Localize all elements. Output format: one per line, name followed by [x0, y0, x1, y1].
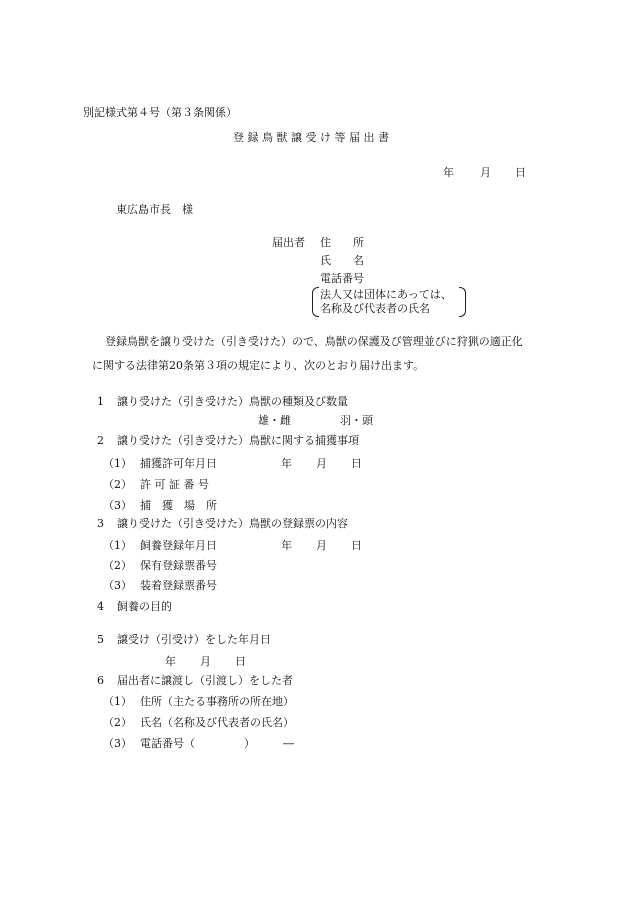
item-6-sub-3-label: 電話番号（ — [140, 737, 195, 750]
applicant-address-label: 住 所 — [320, 236, 364, 249]
item-5-day: 日 — [235, 655, 246, 668]
item-1-number: 1 — [97, 395, 104, 408]
corporation-note-line1: 法人又は団体にあっては、 — [320, 288, 452, 301]
item-3-sub-1-day: 日 — [351, 539, 362, 552]
item-1-unit: 羽・頭 — [340, 414, 373, 427]
item-4-number: 4 — [97, 600, 104, 613]
item-2-sub-1-month: 月 — [316, 457, 327, 470]
item-6-text: 届出者に譲渡し（引渡し）をした者 — [117, 674, 293, 687]
item-5-text: 譲受け（引受け）をした年月日 — [117, 633, 271, 646]
item-3-number: 3 — [97, 517, 104, 530]
item-6-number: 6 — [97, 674, 104, 687]
item-1-sex: 雄・雌 — [258, 414, 291, 427]
item-2-sub-3-number: （3） — [103, 499, 132, 512]
item-6-sub-3-dash: ― — [283, 737, 294, 750]
page-title: 登録鳥獣譲受け等届出書 — [233, 131, 393, 144]
item-5-year: 年 — [165, 655, 176, 668]
date-month: 月 — [480, 166, 491, 179]
item-2-sub-1-day: 日 — [351, 457, 362, 470]
item-3-sub-3-label: 装着登録票番号 — [140, 579, 217, 592]
applicant-name-label: 氏 名 — [320, 254, 364, 267]
item-2-sub-2-number: （2） — [103, 478, 132, 491]
item-2-sub-1-label: 捕獲許可年月日 — [140, 457, 217, 470]
item-3-sub-2-label: 保有登録票番号 — [140, 559, 217, 572]
item-2-number: 2 — [97, 434, 104, 447]
item-2-text: 譲り受けた（引き受けた）鳥獣に関する捕獲事項 — [117, 434, 359, 447]
item-6-sub-3-number: （3） — [103, 737, 132, 750]
item-3-sub-1-month: 月 — [316, 539, 327, 552]
item-2-sub-3-label: 捕 獲 場 所 — [140, 499, 217, 512]
date-day: 日 — [515, 166, 526, 179]
item-5-month: 月 — [200, 655, 211, 668]
item-2-sub-1-year: 年 — [281, 457, 292, 470]
item-6-sub-1-label: 住所（主たる事務所の所在地） — [140, 695, 294, 708]
date-year: 年 — [443, 166, 454, 179]
item-3-sub-1-number: （1） — [103, 539, 132, 552]
item-5-number: 5 — [97, 633, 104, 646]
applicant-label: 届出者 — [272, 236, 305, 249]
right-bracket — [459, 287, 466, 317]
addressee: 東広島市長 様 — [116, 203, 193, 216]
item-2-sub-1-number: （1） — [103, 457, 132, 470]
form-id: 別記様式第４号（第３条関係） — [83, 106, 237, 119]
item-6-sub-2-label: 氏名（名称及び代表者の氏名） — [140, 716, 294, 729]
body-paragraph-line2: に関する法律第20条第３項の規定により、次のとおり届け出ます。 — [92, 359, 425, 372]
item-2-sub-2-label: 許 可 証 番 号 — [140, 478, 209, 491]
item-6-sub-3-paren-close: ） — [244, 737, 255, 750]
item-6-sub-1-number: （1） — [103, 695, 132, 708]
item-4-text: 飼養の目的 — [117, 600, 172, 613]
item-3-text: 譲り受けた（引き受けた）鳥獣の登録票の内容 — [117, 517, 348, 530]
corporation-note-line2: 名称及び代表者の氏名 — [320, 302, 430, 315]
item-6-sub-2-number: （2） — [103, 716, 132, 729]
item-3-sub-2-number: （2） — [103, 559, 132, 572]
item-3-sub-1-label: 飼養登録年月日 — [140, 539, 217, 552]
applicant-phone-label: 電話番号 — [320, 272, 364, 285]
item-3-sub-1-year: 年 — [281, 539, 292, 552]
item-1-text: 譲り受けた（引き受けた）鳥獣の種類及び数量 — [117, 395, 348, 408]
item-3-sub-3-number: （3） — [103, 579, 132, 592]
body-paragraph-line1: 登録鳥獣を譲り受けた（引き受けた）ので、鳥獣の保護及び管理並びに狩猟の適正化 — [105, 335, 523, 348]
left-bracket — [312, 287, 319, 317]
